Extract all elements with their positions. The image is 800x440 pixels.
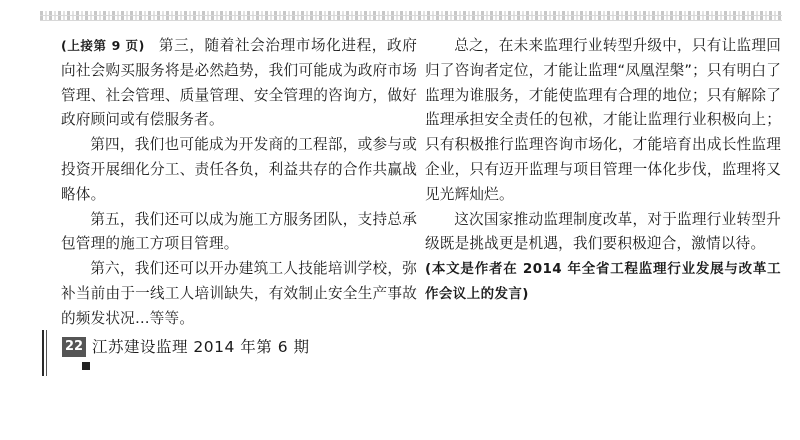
paragraph-third-text: 第三，随着社会治理市场化进程，政府向社会购买服务将是必然趋势，我们可能成为政府市场管理、社会管理、质量管理、安全管理的咨询方，做好政府顾问或有偿服务者。 (61, 37, 417, 129)
author-note: (本文是作者在 2014 年全省工程监理行业发展与改革工作会议上的发言) (425, 261, 781, 302)
paragraph-conclusion: 总之，在未来监理行业转型升级中，只有让监理回归了咨询者定位，才能让监理“凤凰涅槃”；只有明白了监理为谁服务，才能使监理有合理的地位；只有解除了监理承担安全责任的包袱，才能让监理行业积极向上；只有积极推行监理咨询市场化，才能培育出成长性监理企业，只有迈开监理与项目管理一体化步伐，监理将又见光辉灿烂。 (425, 37, 781, 203)
decorative-border-top (40, 11, 782, 21)
continued-note: (上接第 9 页) (61, 38, 145, 53)
paragraph-fourth: 第四，我们也可能成为开发商的工程部，或参与或投资开展细化分工、责任各负，利益共存的合作共赢战略体。 (61, 136, 417, 203)
footer-bar (40, 330, 64, 376)
page-number: 22 (62, 337, 86, 357)
footer-square-mark (82, 362, 90, 370)
paragraph-fifth: 第五，我们还可以成为施工方服务团队，支持总承包管理的施工方项目管理。 (61, 210, 417, 253)
paragraph-third (61, 34, 417, 133)
left-column (61, 34, 417, 332)
right-column (425, 34, 781, 307)
paragraph-sixth: 第六，我们还可以开办建筑工人技能培训学校，弥补当前由于一线工人培训缺失，有效制止安全生产事故的频发状况…等等。 (61, 260, 417, 327)
page-footer (40, 330, 340, 376)
paragraph-reform: 这次国家推动监理制度改革，对于监理行业转型升级既是挑战更是机遇，我们要积极迎合，激情以待。 (425, 210, 781, 253)
journal-issue: 江苏建设监理 2014 年第 6 期 (92, 338, 310, 356)
